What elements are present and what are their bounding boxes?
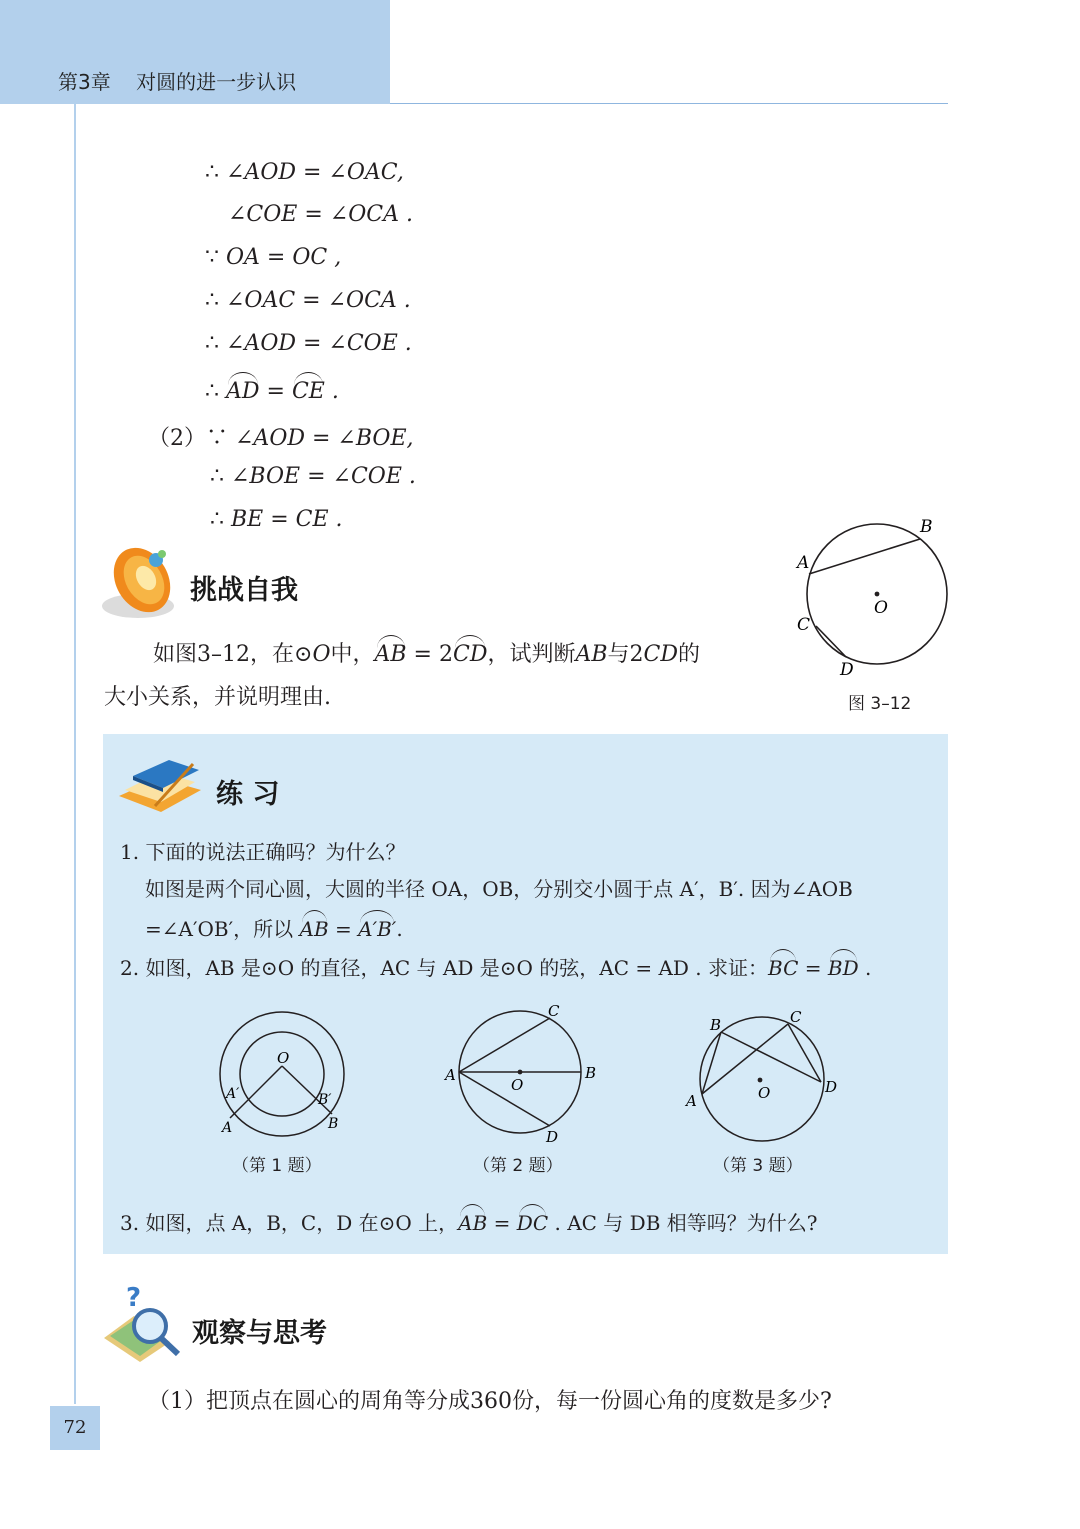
exercise-q1: 1. 下面的说法正确吗？为什么？ (120, 840, 406, 864)
proof-line: ∵ OA = OC , (205, 245, 342, 270)
page-number: 72 (63, 1417, 87, 1438)
svg-text:A′: A′ (226, 1086, 240, 1102)
svg-text:D: D (840, 660, 854, 680)
margin-rule (74, 104, 76, 1404)
challenge-icon (100, 540, 180, 622)
header-rule (390, 103, 948, 104)
book-icon (115, 756, 207, 818)
proof-line: ∴ ∠AOD = ∠COE . (205, 331, 412, 356)
observe-q1: （1）把顶点在圆心的周角等分成360份，每一份圆心角的度数是多少? (148, 1389, 832, 1414)
svg-text:C: C (790, 1008, 802, 1026)
proof-line: ∴ BE = CE . (210, 507, 343, 532)
svg-text:C: C (797, 615, 811, 635)
exercise-box (103, 734, 948, 1254)
svg-text:O: O (277, 1049, 290, 1067)
figure-q1 (210, 1000, 360, 1140)
svg-text:A: A (222, 1120, 233, 1136)
svg-text:B: B (920, 517, 933, 537)
figure-q2-caption: （第 2 题） (473, 1156, 563, 1176)
exercise-q3: 3. 如图，点 A，B，C，D 在⊙O 上，AB = DC . AC 与 DB 相等吗？为什么? (120, 1211, 818, 1235)
magnifier-icon (100, 1282, 184, 1364)
figure-3-12 (790, 512, 960, 682)
proof-line: ∴ ∠OAC = ∠OCA . (205, 288, 411, 313)
chapter-title: 第3章 对圆的进一步认识 (58, 70, 297, 94)
figure-caption: 图 3–12 (848, 694, 912, 714)
exercise-title: 练 习 (216, 779, 280, 810)
figure-q1-caption: （第 1 题） (232, 1156, 322, 1176)
svg-text:A: A (797, 553, 810, 573)
proof-line: ∴ ∠AOD = ∠OAC, (205, 160, 404, 185)
exercise-q1-body-2: =∠A′OB′，所以 AB = A′B′. (145, 917, 403, 941)
svg-text:D: D (825, 1078, 838, 1096)
observe-title: 观察与思考 (192, 1318, 327, 1349)
svg-text:B: B (328, 1116, 339, 1132)
svg-text:A: A (445, 1066, 456, 1084)
svg-text:B: B (585, 1064, 597, 1082)
proof-line: ∠COE = ∠OCA . (228, 202, 413, 227)
exercise-q1-body-1: 如图是两个同心圆，大圆的半径 OA，OB，分别交小圆于点 A′，B′. 因为∠AOB (145, 877, 853, 901)
challenge-line-2: 大小关系，并说明理由. (104, 685, 331, 710)
proof-line: ∴ AD = CE . (205, 379, 339, 404)
svg-text:O: O (874, 598, 888, 618)
proof-line: ∴ ∠BOE = ∠COE . (210, 464, 416, 489)
figure-q2 (440, 996, 610, 1146)
svg-text:C: C (548, 1002, 560, 1020)
exercise-q2: 2. 如图，AB 是⊙O 的直径，AC 与 AD 是⊙O 的弦，AC = AD . 求证：BC = BD . (120, 956, 872, 980)
svg-text:A: A (686, 1092, 697, 1110)
svg-text:?: ? (126, 1283, 142, 1313)
proof-line: （2）∵ ∠AOD = ∠BOE, (148, 426, 414, 451)
svg-text:O: O (758, 1084, 771, 1102)
figure-q3-caption: （第 3 题） (713, 1156, 803, 1176)
challenge-title: 挑战自我 (190, 575, 298, 606)
figure-q3 (682, 1002, 852, 1147)
svg-text:B: B (710, 1016, 722, 1034)
svg-text:B′: B′ (318, 1092, 332, 1108)
svg-text:D: D (546, 1128, 559, 1146)
challenge-line-1: 如图3–12，在⊙O中，AB = 2CD，试判断AB与2CD的 (153, 642, 701, 667)
svg-text:O: O (511, 1076, 524, 1094)
